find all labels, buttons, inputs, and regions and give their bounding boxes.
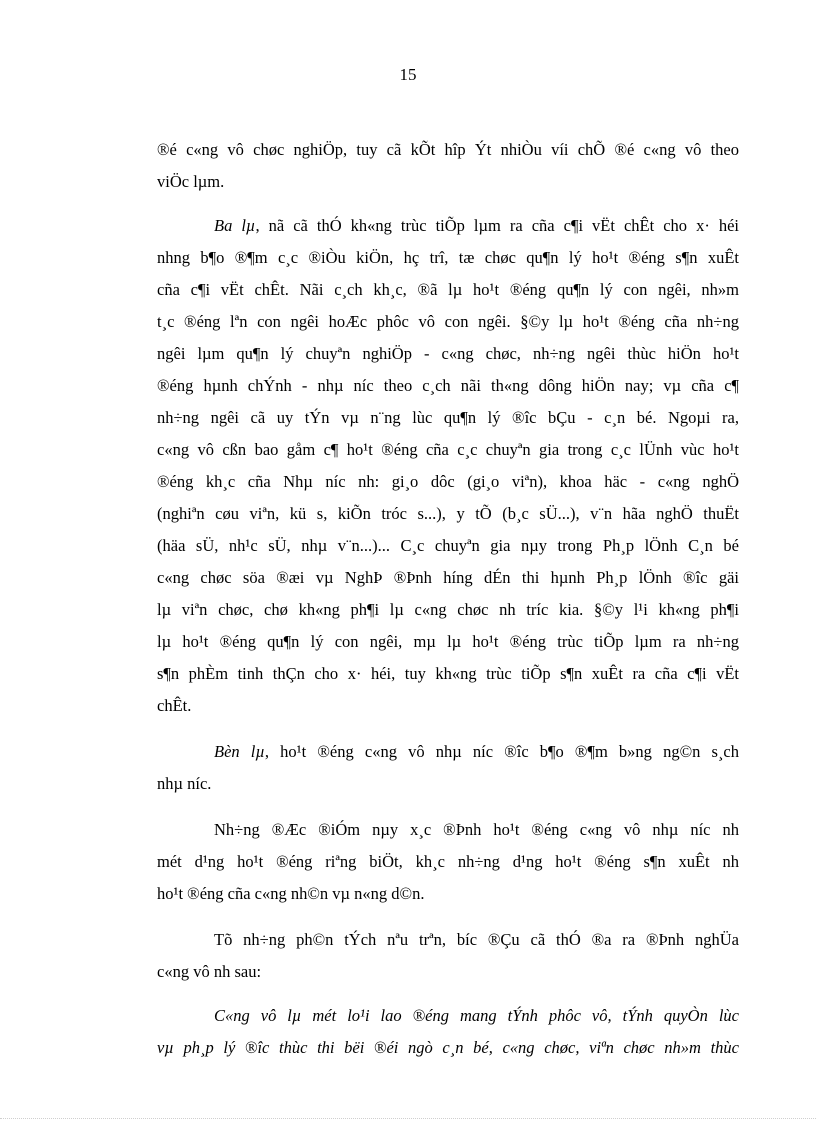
text-line: s¶n phÈm tinh thÇn cho x· héi, tuy kh«ng trùc tiÕp s¶n xuÊt ra cña c¶i vËt — [157, 664, 739, 683]
text-line: c«ng chøc söa ®æi vµ NghÞ ®Þnh híng dÉn thi hµnh Ph¸p lÖnh ®îc gäi — [157, 568, 739, 587]
text-line: vµ ph¸p lý ®îc thùc thi bëi ®éi ngò c¸n bé, c«ng chøc, viªn chøc nh»m thùc — [157, 1038, 739, 1057]
text-line: cña c¶i vËt chÊt. Nãi c¸ch kh¸c, ®ã lµ ho¹t ®éng qu¶n lý con ngêi, nh»m — [157, 280, 739, 299]
paragraph-4 — [157, 814, 739, 910]
text-line: nhng b¶o ®¶m c¸c ®iÒu kiÖn, hç trî, tæ chøc qu¶n lý ho¹t ®éng s¶n xuÊt — [157, 248, 739, 267]
text-line: c«ng vô nh sau: — [157, 962, 262, 981]
text-line: mét d¹ng ho¹t ®éng riªng biÖt, kh¸c nh÷ng d¹ng ho¹t ®éng s¶n xuÊt nh — [157, 852, 739, 871]
text-line — [157, 210, 739, 242]
text-line: ®éng hµnh chÝnh - nhµ níc theo c¸ch nãi th«ng dông hiÖn nay; vµ cña c¶ — [157, 376, 739, 395]
page-number: 15 — [399, 65, 417, 84]
text-line: ®é c«ng vô chøc nghiÖp, tuy cã kÕt hîp Ýt nhiÒu víi chÕ ®é c«ng vô theo — [157, 140, 739, 159]
text-line: C«ng vô lµ mét lo¹i lao ®éng mang tÝnh phôc vô, tÝnh quyÒn lùc — [214, 1006, 739, 1025]
text-line: ho¹t ®éng cña c«ng nh©n vµ n«ng d©n. — [157, 884, 425, 903]
paragraph-6-definition — [157, 1000, 739, 1064]
text-line: Tõ nh÷ng ph©n tÝch nªu trªn, bíc ®Çu cã thÓ ®a ra ®Þnh nghÜa — [214, 930, 739, 949]
text-line: lµ viªn chøc, chø kh«ng ph¶i lµ c«ng chøc nh tríc kia. §©y l¹i kh«ng ph¶i — [157, 600, 739, 619]
text-line: (nghiªn cøu viªn, kü s, kiÕn tróc s...), y tÕ (b¸c sÜ...), v¨n hãa nghÖ thuËt — [157, 504, 739, 523]
text-run: , nã cã thÓ kh«ng trùc tiÕp lµm ra cña c¶i vËt chÊt cho x· héi — [255, 216, 739, 235]
text-line: chÊt. — [157, 696, 192, 715]
paragraph-1 — [157, 134, 739, 198]
text-line: (häa sÜ, nh¹c sÜ, nhµ v¨n...)... C¸c chuyªn gia nµy trong Ph¸p lÖnh C¸n bé — [157, 536, 739, 555]
text-line: ngêi lµm qu¶n lý chuyªn nghiÖp - c«ng chøc, nh÷ng ngêi thùc hiÖn ho¹t — [157, 344, 739, 363]
paragraph-3 — [157, 736, 739, 800]
text-line: t¸c ®éng lªn con ngêi hoÆc phôc vô con ngêi. §©y lµ ho¹t ®éng cña nh÷ng — [157, 312, 739, 331]
paragraph-5 — [157, 924, 739, 988]
text-line: nhµ níc. — [157, 774, 212, 793]
text-line: nh÷ng ngêi cã uy tÝn vµ n¨ng lùc qu¶n lý ®îc bÇu - c¸n bé. Ngoµi ra, — [157, 408, 739, 427]
page-bottom-rule — [0, 1118, 816, 1119]
text-line: viÖc lµm. — [157, 172, 225, 191]
italic-lead: Ba lµ — [214, 216, 256, 235]
document-body — [157, 134, 739, 1064]
text-line — [157, 736, 739, 768]
italic-lead: Bèn lµ — [214, 742, 265, 761]
text-line: ®éng kh¸c cña Nhµ níc nh: gi¸o dôc (gi¸o viªn), khoa häc - c«ng nghÖ — [157, 472, 739, 491]
text-line: Nh÷ng ®Æc ®iÓm nµy x¸c ®Þnh ho¹t ®éng c«ng vô nhµ níc nh — [214, 820, 739, 839]
text-run: , ho¹t ®éng c«ng vô nhµ níc ®îc b¶o ®¶m b»ng ng©n s¸ch — [264, 742, 739, 761]
paragraph-2 — [157, 210, 739, 722]
text-line: lµ ho¹t ®éng qu¶n lý con ngêi, mµ lµ ho¹t ®éng trùc tiÕp lµm ra nh÷ng — [157, 632, 739, 651]
text-line: c«ng vô cßn bao gåm c¶ ho¹t ®éng cña c¸c chuyªn gia trong c¸c lÜnh vùc ho¹t — [157, 440, 739, 459]
